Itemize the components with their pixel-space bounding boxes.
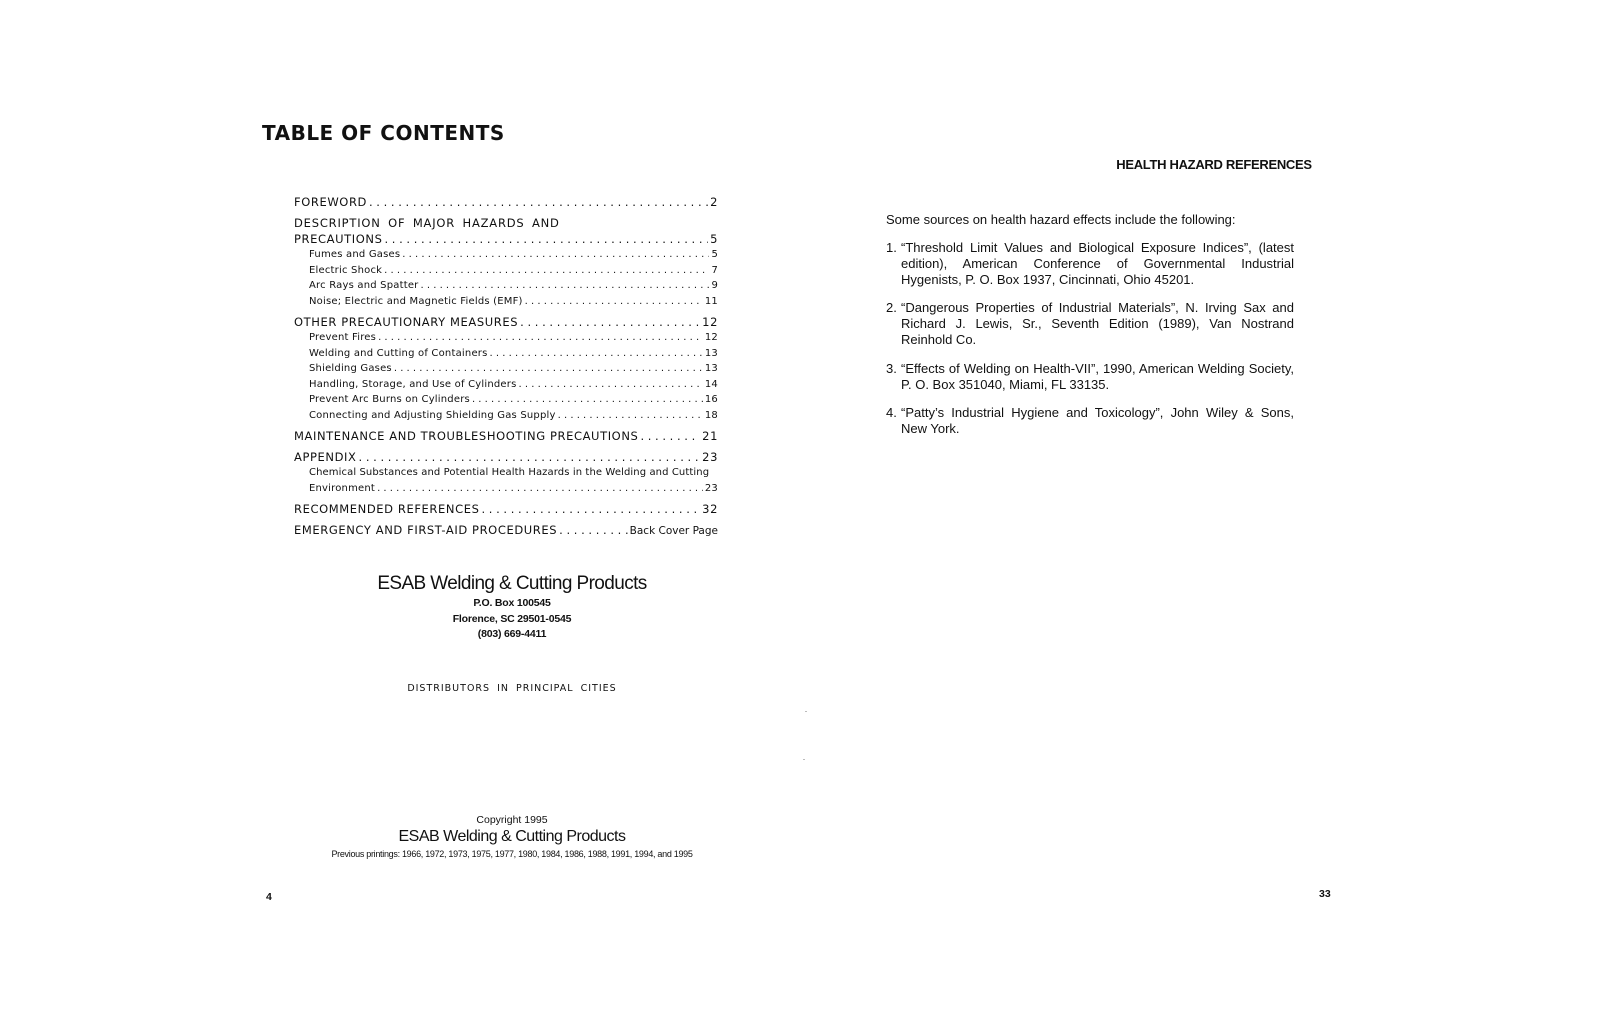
toc-subentry-page: 11 xyxy=(704,295,718,307)
toc-subentry xyxy=(294,481,718,497)
toc-entry-page: 21 xyxy=(702,429,718,443)
intro-text: Some sources on health hazard effects include the following: xyxy=(886,212,1236,227)
dot-leader xyxy=(378,330,703,346)
toc-entry xyxy=(294,231,718,247)
toc-entry xyxy=(294,449,718,465)
dot-leader xyxy=(519,377,703,393)
company-address-block xyxy=(300,572,724,643)
reference-number: 3. xyxy=(886,360,897,376)
toc-subentry xyxy=(294,346,718,362)
toc-subentry xyxy=(294,377,718,393)
toc-entry-label: PRECAUTIONS xyxy=(294,232,383,246)
page-number: 33 xyxy=(1319,888,1331,900)
toc-section-emergency xyxy=(294,522,718,539)
toc-section-maintenance xyxy=(294,428,718,444)
toc-entry xyxy=(294,428,718,444)
toc-subentry xyxy=(294,392,718,408)
toc-title: TABLE OF CONTENTS xyxy=(262,121,505,145)
toc-entry-page: 12 xyxy=(702,315,718,329)
toc-entry xyxy=(294,314,718,330)
toc-subentry xyxy=(294,408,718,424)
scan-speck xyxy=(805,711,807,712)
dot-leader xyxy=(421,278,710,294)
toc-subentry xyxy=(294,263,718,279)
dot-leader xyxy=(369,194,708,210)
list-item xyxy=(886,300,1294,347)
toc-subentry-label: Chemical Substances and Potential Health Hazards in the Welding and Cutting xyxy=(309,467,710,478)
dot-leader xyxy=(525,294,703,310)
toc-subentry-page: 9 xyxy=(711,280,718,291)
table-of-contents xyxy=(294,194,718,544)
toc-subentry xyxy=(294,294,718,310)
toc-subentry-label: Prevent Arc Burns on Cylinders xyxy=(309,394,470,405)
toc-entry-page: Back Cover Page xyxy=(629,525,718,537)
toc-subentry-label: Shielding Gases xyxy=(309,363,392,374)
toc-subentry-page: 12 xyxy=(704,332,718,343)
reference-text: “Threshold Limit Values and Biological Exposure Indices”, (latest edition), American Conference of Governmental Industrial Hygenists, P. O. Box 1937, Cincinnati, Ohio 45201. xyxy=(901,240,1294,287)
toc-subentry-page: 14 xyxy=(704,378,718,390)
toc-entry-label: FOREWORD xyxy=(294,195,367,209)
toc-subentry-page: 16 xyxy=(704,394,718,405)
toc-subentry-label: Arc Rays and Spatter xyxy=(309,280,419,291)
dot-leader xyxy=(558,408,703,424)
toc-section-description xyxy=(294,215,718,309)
toc-subentry xyxy=(294,330,718,346)
toc-subentry-label: Prevent Fires xyxy=(309,332,377,343)
reference-text: “Effects of Welding on Health-VII”, 1990, American Welding Society, P. O. Box 351040, Miami, FL 33135. xyxy=(901,360,1294,392)
toc-entry-page: 2 xyxy=(710,195,718,209)
toc-entry-label: RECOMMENDED REFERENCES xyxy=(294,502,480,516)
page-number: 4 xyxy=(266,891,272,903)
toc-subentry xyxy=(294,278,718,294)
copyright-block xyxy=(260,813,764,861)
dot-leader xyxy=(359,449,701,465)
toc-subentry-label: Welding and Cutting of Containers xyxy=(309,347,488,359)
company-name: ESAB Welding & Cutting Products xyxy=(377,573,647,594)
toc-heading: DESCRIPTION OF MAJOR HAZARDS AND xyxy=(294,216,560,230)
toc-subentry-label: Handling, Storage, and Use of Cylinders xyxy=(309,378,517,390)
toc-subentry-label: Noise; Electric and Magnetic Fields (EMF) xyxy=(309,295,523,307)
toc-subentry-label: Electric Shock xyxy=(309,264,383,276)
toc-subentry xyxy=(294,361,718,377)
toc-subentry-page: 13 xyxy=(704,363,718,374)
company-po-box: P.O. Box 100545 xyxy=(473,597,551,609)
dot-leader xyxy=(402,247,709,263)
dot-leader xyxy=(481,501,700,517)
toc-entry xyxy=(294,194,718,210)
toc-subentry-page: 5 xyxy=(711,249,718,260)
copyright-company-name: ESAB Welding & Cutting Products xyxy=(398,828,626,845)
reference-number: 2. xyxy=(886,300,897,316)
toc-entry-label: APPENDIX xyxy=(294,450,357,464)
toc-subentry-page: 13 xyxy=(704,347,718,359)
dot-leader xyxy=(472,392,703,408)
toc-subentry-page: 23 xyxy=(704,482,718,494)
dot-leader xyxy=(384,231,708,247)
toc-entry-page: 32 xyxy=(702,502,718,516)
list-item xyxy=(886,361,1294,393)
reference-number: 4. xyxy=(886,405,897,421)
toc-subentry-page: 18 xyxy=(704,409,718,421)
reference-text: “Dangerous Properties of Industrial Materials”, N. Irving Sax and Richard J. Lewis, Sr., Seventh Edition (1989), Van Nostrand Reinhold Co. xyxy=(901,300,1294,347)
right-page xyxy=(800,0,1600,1034)
toc-section-other xyxy=(294,314,718,423)
dot-leader xyxy=(384,263,709,279)
reference-text: “Patty’s Industrial Hygiene and Toxicology”, John Wiley & Sons, New York. xyxy=(901,405,1294,437)
toc-entry-label: OTHER PRECAUTIONARY MEASURES xyxy=(294,315,519,329)
toc-subentry-label: Fumes and Gases xyxy=(309,249,401,260)
dot-leader xyxy=(640,428,700,444)
toc-entry xyxy=(294,501,718,517)
toc-section-foreword xyxy=(294,194,718,210)
toc-section-appendix xyxy=(294,449,718,496)
toc-entry xyxy=(294,522,718,539)
dot-leader xyxy=(559,522,628,538)
copyright-label: Copyright 1995 xyxy=(476,814,548,826)
dot-leader xyxy=(520,314,700,330)
toc-entry-page: 23 xyxy=(702,450,718,464)
dot-leader xyxy=(394,361,703,377)
toc-subentry-label: Connecting and Adjusting Shielding Gas Supply xyxy=(309,409,556,421)
toc-subentry-label: Environment xyxy=(309,482,376,494)
dot-leader xyxy=(490,346,703,362)
toc-subentry xyxy=(294,247,718,263)
distributors-note: DISTRIBUTORS IN PRINCIPAL CITIES xyxy=(407,683,617,694)
company-city: Florence, SC 29501-0545 xyxy=(452,612,572,625)
list-item xyxy=(886,240,1294,287)
toc-entry-label: EMERGENCY AND FIRST-AID PROCEDURES xyxy=(294,523,558,537)
toc-subentry-page: 7 xyxy=(711,264,718,276)
dot-leader xyxy=(377,481,703,497)
toc-entry-label: MAINTENANCE AND TROUBLESHOOTING PRECAUTIONS xyxy=(294,429,639,443)
toc-entry-page: 5 xyxy=(710,232,718,246)
toc-section-recommended xyxy=(294,501,718,517)
reference-number: 1. xyxy=(886,240,897,255)
company-phone: (803) 669-4411 xyxy=(477,628,547,640)
list-item xyxy=(886,405,1294,437)
reference-list xyxy=(886,240,1294,450)
scan-speck xyxy=(803,759,805,760)
previous-printings: Previous printings: 1966, 1972, 1973, 1975, 1977, 1980, 1984, 1986, 1988, 1991, 1994, and 1995 xyxy=(331,849,693,859)
health-hazard-title: HEALTH HAZARD REFERENCES xyxy=(1116,157,1312,172)
